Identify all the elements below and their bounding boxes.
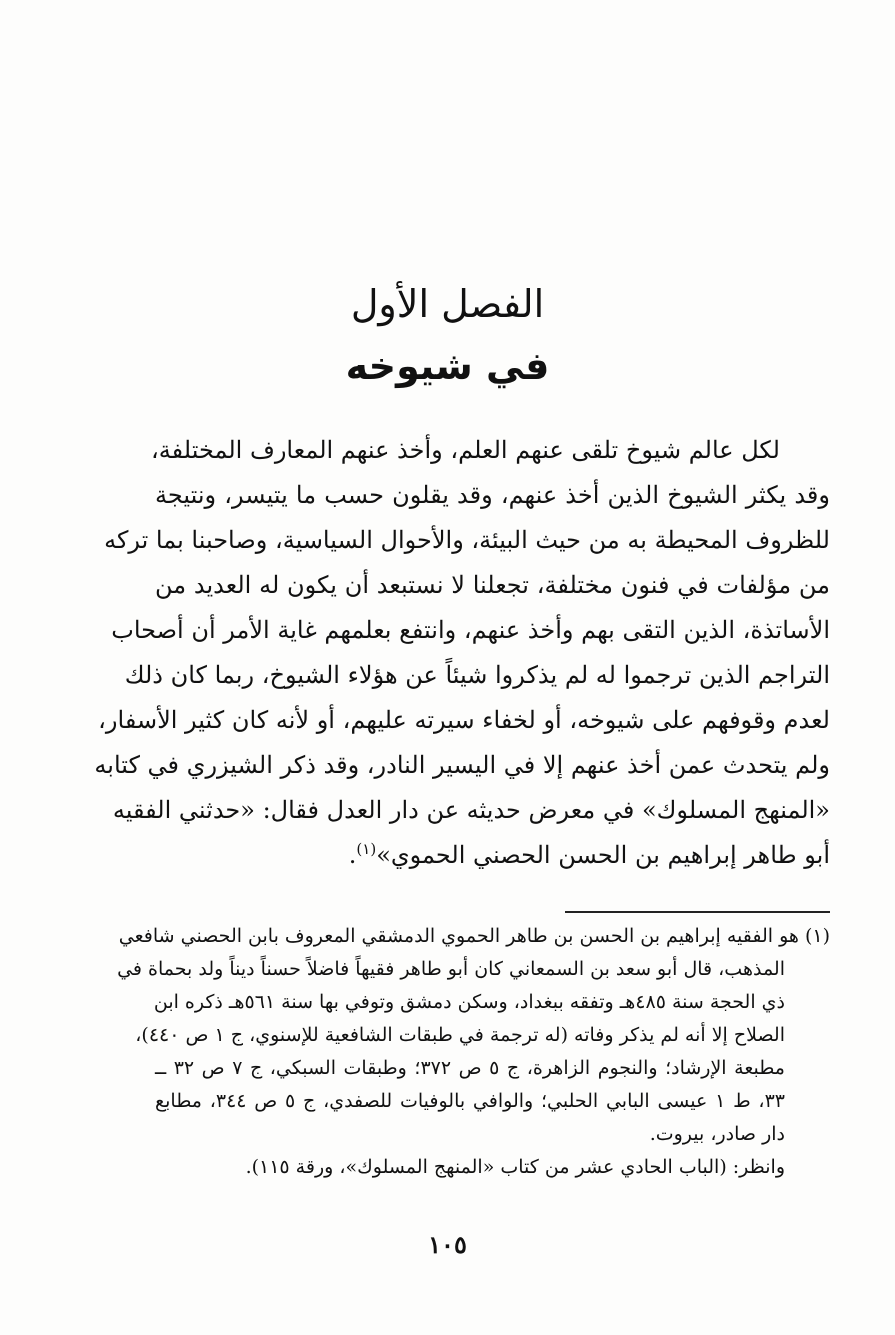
page-number: ١٠٥ xyxy=(428,1230,467,1259)
body-text xyxy=(94,428,830,878)
body-line-last xyxy=(155,833,830,878)
body-line: الأساتذة، الذين التقى بهم وأخذ عنهم، وانتفع بعلمهم غاية الأمر أن أصحاب xyxy=(111,616,830,644)
body-line: وقد يكثر الشيوخ الذين أخذ عنهم، وقد يقلون حسب ما يتيسر، ونتيجة xyxy=(155,481,830,509)
footnote-reference[interactable]: (١) xyxy=(356,840,377,858)
body-line: «المنهج المسلوك» في معرض حديثه عن دار العدل فقال: «حدثني الفقيه xyxy=(112,796,830,824)
footnote-line: ذي الحجة سنة ٤٨٥هـ وتفقه ببغداد، وسكن دمشق وتوفي بها سنة ٥٦١هـ ذكره ابن xyxy=(153,991,785,1013)
footnote-line: (١) هو الفقيه إبراهيم بن الحسن بن طاهر الحموي الدمشقي المعروف بابن الحصني شافعي xyxy=(118,925,830,947)
body-line: لكل عالم شيوخ تلقى عنهم العلم، وأخذ عنهم المعارف المختلفة، xyxy=(151,436,780,464)
footnote-line: مطبعة الإرشاد؛ والنجوم الزاهرة، ج ٥ ص ٣٧٢؛ وطبقات السبكي، ج ٧ ص ٣٢ ــ xyxy=(155,1057,785,1079)
body-line-text: أبو طاهر إبراهيم بن الحسن الحصني الحموي» xyxy=(376,841,830,869)
body-line: لعدم وقوفهم على شيوخه، أو لخفاء سيرته عليهم، أو لأنه كان كثير الأسفار، xyxy=(98,706,830,734)
footnotes xyxy=(117,920,830,1184)
footnote-line: الصلاح إلا أنه لم يذكر وفاته (له ترجمة في طبقات الشافعية للإسنوي، ج ١ ص ٤٤٠)، xyxy=(135,1024,785,1046)
chapter-title: الفصل الأول xyxy=(350,282,545,326)
footnote-line: وانظر: (الباب الحادي عشر من كتاب «المنهج المسلوك»، ورقة ١١٥). xyxy=(245,1156,785,1178)
body-line: للظروف المحيطة به من حيث البيئة، والأحوال السياسية، وصاحبنا بما تركه xyxy=(104,526,830,554)
footnote-line: ٣٣، ط ١ عيسى البابي الحلبي؛ والوافي بالوفيات للصفدي، ج ٥ ص ٣٤٤، مطابع xyxy=(155,1090,785,1112)
body-line: من مؤلفات في فنون مختلفة، تجعلنا لا نستبعد أن يكون له العديد من xyxy=(155,571,830,599)
footnote-line: دار صادر، بيروت. xyxy=(649,1123,785,1145)
footnote-separator xyxy=(565,911,830,913)
end-punctuation: . xyxy=(348,841,357,869)
body-line: ولم يتحدث عمن أخذ عنهم إلا في اليسير النادر، وقد ذكر الشيزري في كتابه xyxy=(94,751,830,779)
body-line: التراجم الذين ترجموا له لم يذكروا شيئاً عن هؤلاء الشيوخ، ربما كان ذلك xyxy=(124,661,830,689)
chapter-subtitle: في شيوخه xyxy=(345,344,550,388)
footnote-line: المذهب، قال أبو سعد بن السمعاني كان أبو طاهر فقيهاً فاضلاً حسناً ديناً ولد بحماة في xyxy=(117,958,785,980)
